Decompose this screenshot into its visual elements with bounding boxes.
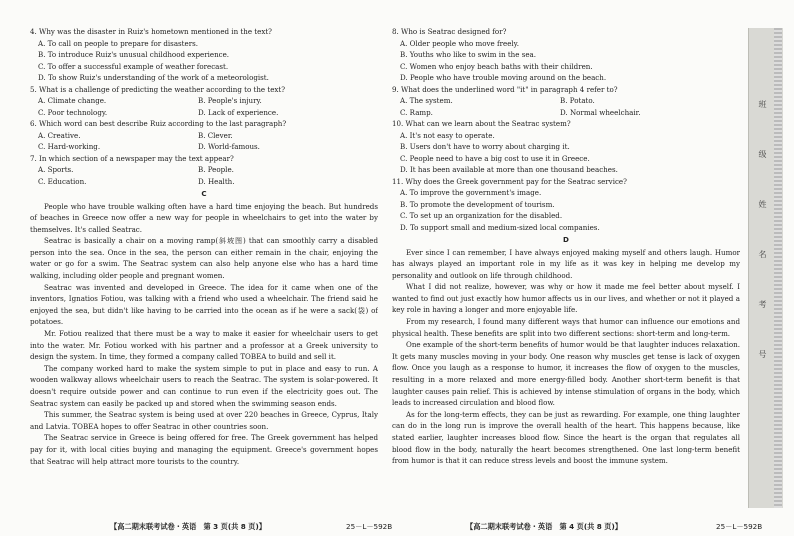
answer-option: D. World-famous. — [198, 142, 260, 151]
question-stem: 10. What can we learn about the Seatrac system? — [392, 119, 571, 128]
section-heading: C — [201, 189, 207, 198]
answer-option: A. It's not easy to operate. — [400, 130, 495, 140]
answer-option-row — [38, 164, 378, 176]
answer-option-row — [38, 176, 378, 188]
binding-label: 班 — [758, 100, 767, 108]
binding-label: 名 — [758, 250, 767, 258]
passage-paragraph: One example of the short-term benefits of humor would be that laughter induces relaxation. It gets many muscles moving in your body. One reason why muscles get tense is lack of oxygen flow. Once you laugh as a response to humor, it increases the flow of oxygen to the muscles, resulting in a more relaxed and more energy-filled body. Another short-term benefit is that laughter causes pain relief. This is achieved by intense stimulation of organs in the body, which leads to increased circulation and blood flow. — [392, 340, 740, 408]
answer-option: B. To promote the development of tourism. — [400, 199, 555, 209]
passage-paragraph: Seatrac is basically a chair on a moving ramp(斜坡图) that can smoothly carry a disabled person into the sea. Once in the sea, the person can either remain in the chair, enjoying the water or go for a swim. The Seatrac system can also help anyone else who has a hard time walking, including older people and pregnant women. — [30, 236, 378, 281]
answer-option-row — [38, 107, 378, 119]
question-stem: 7. In which section of a newspaper may the text appear? — [30, 153, 234, 163]
answer-option: C. Poor technology. — [38, 107, 108, 117]
question-stem: 6. Which word can best describe Ruiz according to the last paragraph? — [30, 119, 287, 128]
answer-option-row — [38, 141, 378, 153]
answer-option: A. Sports. — [38, 165, 74, 174]
left-page — [30, 26, 378, 526]
passage-paragraph: What I did not realize, however, was why or how it made me feel better about myself. I wanted to find out just exactly how humor affects us in our lives, and whether or not it played a key role in having a longer and more enjoyable life. — [392, 282, 740, 315]
answer-option-row — [400, 107, 740, 119]
passage-paragraph: Seatrac was invented and developed in Greece. The idea for it came when one of the inventors, Ignatios Fotiou, was talking with a friend who used a wheelchair. The friend said he enjoyed the sea, but didn't like having to be carried into the ocean as if he were a sack(袋) of potatoes. — [30, 282, 378, 327]
binding-label: 级 — [758, 150, 767, 158]
answer-option: D. It has been available at more than one thousand beaches. — [400, 165, 618, 174]
answer-option: C. Ramp. — [400, 107, 433, 117]
answer-option: B. People's injury. — [198, 96, 262, 105]
binding-strip — [774, 28, 782, 508]
answer-option: B. To introduce Ruiz's unusual childhood experience. — [38, 50, 230, 59]
answer-option-row — [38, 95, 378, 107]
passage-paragraph: Ever since I can remember, I have always enjoyed making myself and others laugh. Humor has always played an important role in my life as it was key in helping me develop my personality and outlook on life through childhood. — [392, 247, 740, 280]
answer-option: B. People. — [198, 165, 234, 174]
footer-right-title: 【高二期末联考试卷・英语 第 4 页(共 8 页)】 — [466, 522, 622, 531]
passage-paragraph: This summer, the Seatrac system is being used at over 220 beaches in Greece, Cyprus, Italy and Latvia. TOBEA hopes to offer Seatrac in other countries soon. — [30, 410, 378, 431]
footer-right-code: 25－L－592B — [716, 522, 763, 531]
question-stem: 11. Why does the Greek government pay for the Seatrac service? — [392, 176, 627, 186]
footer-left-code: 25－L－592B — [346, 522, 393, 531]
answer-option: B. Potato. — [560, 96, 595, 105]
passage-paragraph: As for the long-term effects, they can be just as rewarding. For example, one thing laughter can do in the long run is improve the overall health of the heart. This happens because, like stated earlier, laughter increases blood flow. Since the heart is the organ that regulates all blood flow in the body, naturally the heart becomes strengthened. One last long-term benefit from humor is that it can reduce stress levels and boost the immune system. — [392, 409, 740, 466]
question-stem: 4. Why was the disaster in Ruiz's hometown mentioned in the text? — [30, 27, 272, 36]
answer-option: D. To show Ruiz's understanding of the work of a meteorologist. — [38, 73, 269, 82]
answer-option: B. Youths who like to swim in the sea. — [400, 50, 537, 59]
answer-option: C. To offer a successful example of weather forecast. — [38, 61, 229, 71]
answer-option-row — [38, 130, 378, 142]
answer-option: D. Normal wheelchair. — [560, 107, 641, 117]
answer-option: A. To improve the government's image. — [400, 188, 542, 197]
answer-option: C. Hard-working. — [38, 142, 101, 151]
answer-option: C. To set up an organization for the disabled. — [400, 211, 563, 220]
answer-option-row — [400, 95, 740, 107]
answer-option: C. Education. — [38, 176, 87, 186]
answer-option: A. Creative. — [38, 130, 81, 140]
right-page — [392, 26, 740, 526]
answer-option: D. Health. — [198, 176, 235, 186]
answer-option: A. To call on people to prepare for disasters. — [38, 38, 199, 48]
passage-paragraph: The company worked hard to make the system simple to put in place and easy to run. A wooden walkway allows wheelchair users to reach the Seatrac. The system is solar-powered. It doesn't require outside power and can continue to run even if the electricity goes out. The Seatrac system can easily be packed up and stored when the swimming season ends. — [30, 363, 378, 408]
answer-option: A. Older people who move freely. — [400, 38, 519, 48]
section-heading: D — [563, 235, 569, 244]
passage-paragraph: From my research, I found many different ways that humor can influence our emotions and physical health. These benefits are split into two different sections: short-term and long-term. — [392, 317, 740, 338]
answer-option: D. People who have trouble moving around on the beach. — [400, 73, 607, 82]
answer-option: C. People need to have a big cost to use it in Greece. — [400, 153, 590, 163]
question-stem: 9. What does the underlined word "it" in paragraph 4 refer to? — [392, 84, 618, 94]
passage-paragraph: The Seatrac service in Greece is being offered for free. The Greek government has helped pay for it, with local cities buying and managing the equipment. Greece's government hopes that Seatrac will help attract more tourists to the country. — [30, 433, 378, 466]
answer-option: B. Clever. — [198, 130, 233, 140]
binding-label: 号 — [758, 350, 767, 358]
answer-option: C. Women who enjoy beach baths with their children. — [400, 61, 593, 71]
binding-label: 考 — [758, 300, 767, 308]
passage-paragraph: People who have trouble walking often have a hard time enjoying the beach. But hundreds of beaches in Greece now offer a new way for people in wheelchairs to get into the water by themselves. It's called Seatrac. — [30, 201, 378, 234]
answer-option: A. The system. — [400, 96, 453, 105]
answer-option: B. Users don't have to worry about charging it. — [400, 142, 570, 151]
question-stem: 8. Who is Seatrac designed for? — [392, 27, 507, 36]
footer-left-title: 【高二期末联考试卷・英语 第 3 页(共 8 页)】 — [110, 522, 266, 531]
answer-option: D. To support small and medium-sized local companies. — [400, 222, 600, 232]
answer-option: D. Lack of experience. — [198, 107, 279, 117]
question-stem: 5. What is a challenge of predicting the weather according to the text? — [30, 84, 286, 94]
passage-paragraph: Mr. Fotiou realized that there must be a way to make it easier for wheelchair users to get into the water. Mr. Fotiou worked with his partner and a professor at a Greek university to design the system. In time, they formed a company called TOBEA to build and sell it. — [30, 329, 378, 362]
binding-label: 姓 — [758, 200, 767, 208]
answer-option: A. Climate change. — [38, 96, 107, 105]
